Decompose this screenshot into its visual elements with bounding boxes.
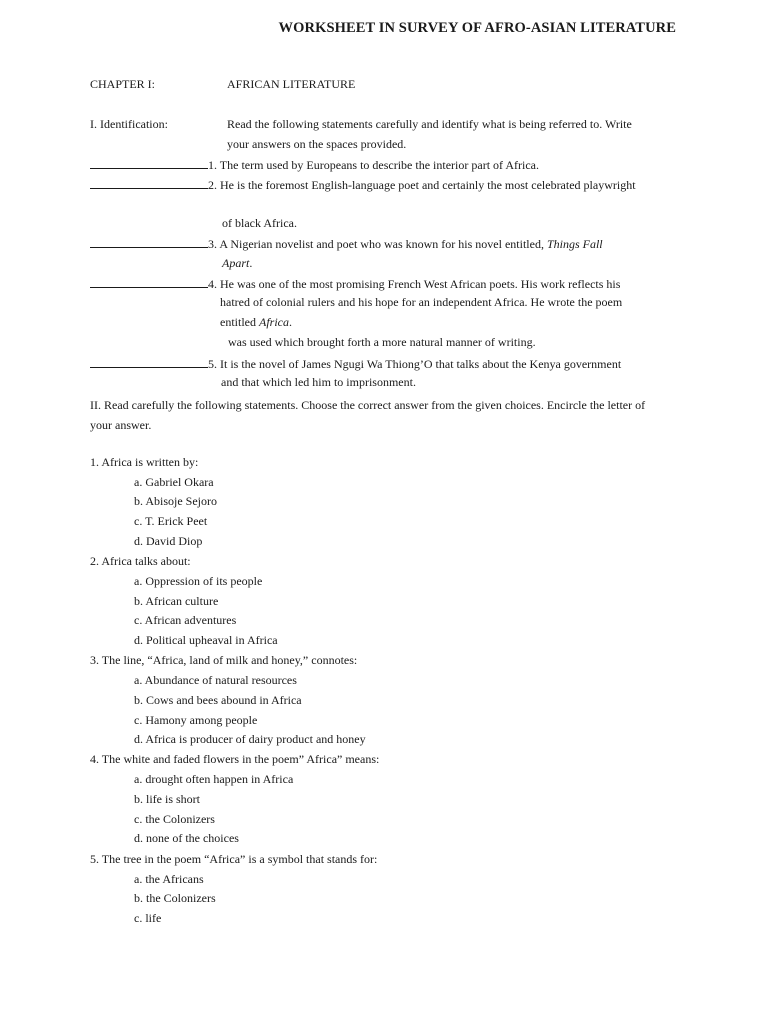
choice-option[interactable]: a. the Africans <box>134 872 204 886</box>
item-text: A Nigerian novelist and poet who was known for his novel entitled, <box>217 237 547 251</box>
identification-item <box>90 157 539 172</box>
question: 4. The white and faded flowers in the poem” Africa” means: <box>90 752 380 766</box>
choice-option[interactable]: d. David Diop <box>134 534 203 548</box>
novel-title-cont: Apart <box>222 256 250 270</box>
item-text: He was one of the most promising French West African poets. His work reflects his <box>217 277 621 291</box>
section1-instruction: Read the following statements carefully and identify what is being referred to. Write <box>227 117 632 131</box>
choice-option[interactable]: a. Abundance of natural resources <box>134 673 297 687</box>
item-text-end: . <box>249 256 253 270</box>
choice-option[interactable]: b. African culture <box>134 594 219 608</box>
item-text-cont: hatred of colonial rulers and his hope for an independent Africa. He wrote the poem <box>220 295 623 309</box>
item-number: 2. <box>208 178 217 192</box>
chapter-label: CHAPTER I: <box>90 77 156 91</box>
choice-option[interactable]: c. Hamony among people <box>134 713 258 727</box>
choice-option[interactable]: a. Gabriel Okara <box>134 475 214 489</box>
item-text: The term used by Europeans to describe the interior part of Africa. <box>217 158 540 172</box>
section2-instruction: II. Read carefully the following statements. Choose the correct answer from the given choices. Encircle the letter of your answer. <box>90 398 646 432</box>
question: 2. Africa talks about: <box>90 554 191 568</box>
choice-option[interactable]: b. life is short <box>134 792 200 806</box>
choice-option[interactable]: a. Oppression of its people <box>134 574 263 588</box>
choice-option[interactable]: d. none of the choices <box>134 831 239 845</box>
answer-blank[interactable] <box>90 177 208 189</box>
identification-item <box>90 236 603 251</box>
identification-item <box>90 356 621 371</box>
choice-option[interactable]: a. drought often happen in Africa <box>134 772 294 786</box>
question: 1. Africa is written by: <box>90 455 199 469</box>
answer-blank[interactable] <box>90 236 208 248</box>
choice-option[interactable]: d. Political upheaval in Africa <box>134 633 278 647</box>
item-text-start: entitled <box>220 315 259 329</box>
answer-blank[interactable] <box>90 276 208 288</box>
poem-title: Africa <box>259 315 289 329</box>
choice-option[interactable]: b. Abisoje Sejoro <box>134 494 217 508</box>
identification-item <box>90 177 636 192</box>
choice-option[interactable]: b. the Colonizers <box>134 891 216 905</box>
answer-blank[interactable] <box>90 157 208 169</box>
item-number: 5. <box>208 357 217 371</box>
item-text: It is the novel of James Ngugi Wa Thiong’O that talks about the Kenya government <box>217 357 622 371</box>
question: 5. The tree in the poem “Africa” is a symbol that stands for: <box>90 852 378 866</box>
choice-option[interactable]: c. the Colonizers <box>134 812 215 826</box>
choice-option[interactable]: c. life <box>134 911 162 925</box>
section1-label: I. Identification: <box>90 117 168 131</box>
choice-option[interactable]: c. T. Erick Peet <box>134 514 208 528</box>
choice-option[interactable]: d. Africa is producer of dairy product and honey <box>134 732 366 746</box>
page-title: WORKSHEET IN SURVEY OF AFRO-ASIAN LITERATURE <box>278 20 676 36</box>
choice-option[interactable]: b. Cows and bees abound in Africa <box>134 693 302 707</box>
item-text-cont <box>220 315 292 329</box>
item-number: 3. <box>208 237 217 251</box>
item-number: 4. <box>208 277 217 291</box>
item-text-cont: of black Africa. <box>222 216 297 230</box>
identification-item <box>90 276 620 291</box>
answer-blank[interactable] <box>90 356 208 368</box>
choice-option[interactable]: c. African adventures <box>134 613 237 627</box>
chapter-name: AFRICAN LITERATURE <box>227 77 356 91</box>
item-text-cont: and that which led him to imprisonment. <box>221 375 416 389</box>
item-number: 1. <box>208 158 217 172</box>
item-text: He is the foremost English-language poet and certainly the most celebrated playwright <box>217 178 636 192</box>
novel-title: Things Fall <box>546 237 603 251</box>
item-text-end: . <box>289 315 292 329</box>
item-text-cont: was used which brought forth a more natural manner of writing. <box>228 335 536 349</box>
question: 3. The line, “Africa, land of milk and honey,” connotes: <box>90 653 358 667</box>
item-text-cont <box>222 256 252 270</box>
section1-instruction-cont: your answers on the spaces provided. <box>227 137 407 151</box>
